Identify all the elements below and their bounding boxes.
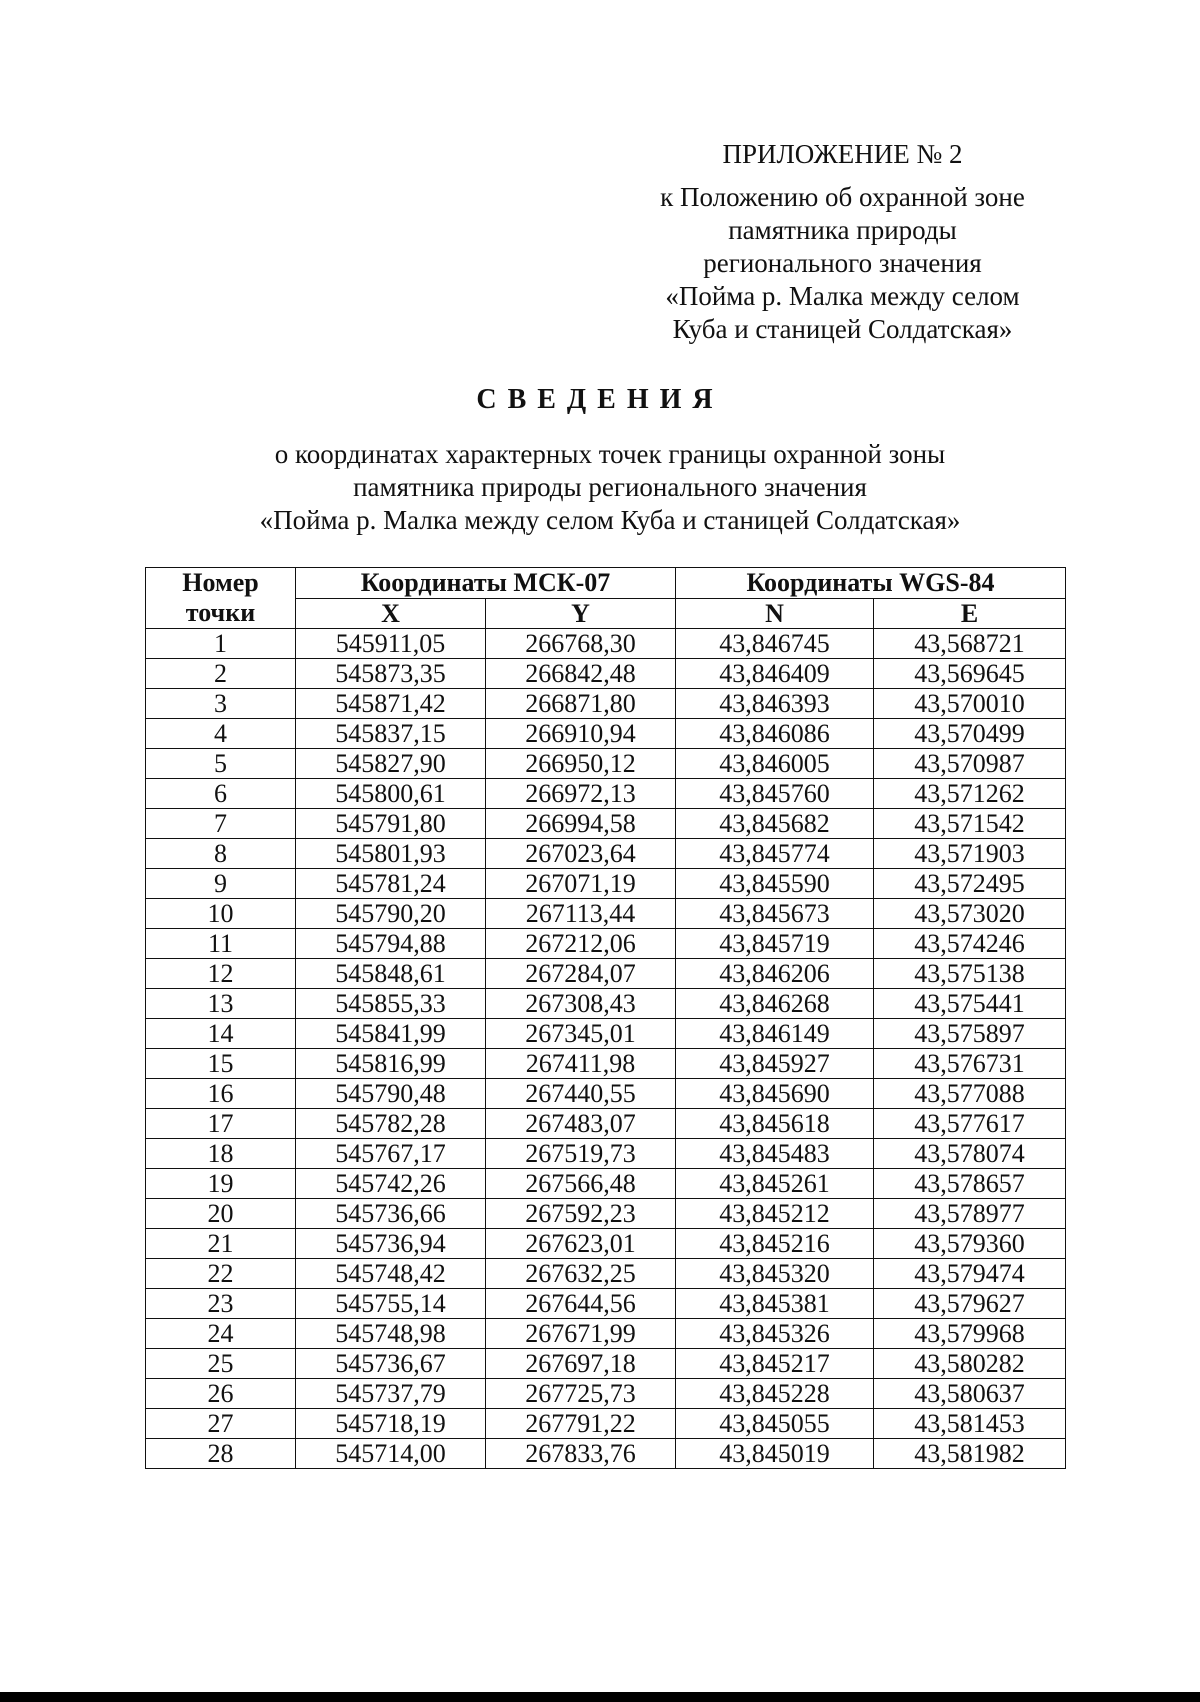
cell-wgs-n: 43,845673 — [676, 899, 874, 929]
header-x: X — [296, 598, 486, 629]
header-e: E — [874, 598, 1066, 629]
cell-point-number: 18 — [146, 1139, 296, 1169]
cell-wgs-n: 43,845774 — [676, 839, 874, 869]
cell-wgs-e: 43,580282 — [874, 1349, 1066, 1379]
cell-wgs-e: 43,570010 — [874, 689, 1066, 719]
cell-point-number: 26 — [146, 1379, 296, 1409]
cell-point-number: 12 — [146, 959, 296, 989]
appendix-line: к Положению об охранной зоне — [660, 182, 1025, 212]
appendix-block — [620, 138, 1065, 346]
cell-wgs-e: 43,579474 — [874, 1259, 1066, 1289]
cell-msk-y: 267308,43 — [486, 989, 676, 1019]
cell-point-number: 9 — [146, 869, 296, 899]
cell-wgs-e: 43,570499 — [874, 719, 1066, 749]
cell-msk-y: 266768,30 — [486, 629, 676, 659]
cell-point-number: 11 — [146, 929, 296, 959]
table-row — [146, 869, 1066, 899]
cell-msk-x: 545714,00 — [296, 1439, 486, 1469]
cell-msk-x: 545837,15 — [296, 719, 486, 749]
table-row — [146, 839, 1066, 869]
cell-msk-x: 545742,26 — [296, 1169, 486, 1199]
cell-msk-x: 545855,33 — [296, 989, 486, 1019]
cell-msk-x: 545790,48 — [296, 1079, 486, 1109]
cell-wgs-e: 43,576731 — [874, 1049, 1066, 1079]
cell-wgs-n: 43,845760 — [676, 779, 874, 809]
cell-msk-y: 266994,58 — [486, 809, 676, 839]
cell-msk-x: 545827,90 — [296, 749, 486, 779]
cell-wgs-n: 43,845719 — [676, 929, 874, 959]
table-row — [146, 1139, 1066, 1169]
cell-msk-x: 545791,80 — [296, 809, 486, 839]
cell-wgs-n: 43,845217 — [676, 1349, 874, 1379]
cell-wgs-n: 43,845326 — [676, 1319, 874, 1349]
cell-wgs-n: 43,845212 — [676, 1199, 874, 1229]
cell-wgs-e: 43,569645 — [874, 659, 1066, 689]
cell-point-number: 13 — [146, 989, 296, 1019]
table-row — [146, 749, 1066, 779]
cell-msk-x: 545755,14 — [296, 1289, 486, 1319]
table-row — [146, 1049, 1066, 1079]
cell-msk-y: 266842,48 — [486, 659, 676, 689]
cell-wgs-e: 43,577088 — [874, 1079, 1066, 1109]
cell-point-number: 2 — [146, 659, 296, 689]
cell-wgs-n: 43,846086 — [676, 719, 874, 749]
cell-msk-y: 266950,12 — [486, 749, 676, 779]
cell-wgs-n: 43,845228 — [676, 1379, 874, 1409]
cell-wgs-e: 43,575441 — [874, 989, 1066, 1019]
cell-wgs-e: 43,572495 — [874, 869, 1066, 899]
cell-wgs-e: 43,578977 — [874, 1199, 1066, 1229]
cell-msk-y: 267725,73 — [486, 1379, 676, 1409]
cell-wgs-e: 43,575897 — [874, 1019, 1066, 1049]
document-title: СВЕДЕНИЯ — [476, 384, 724, 415]
table-row — [146, 929, 1066, 959]
cell-msk-x: 545816,99 — [296, 1049, 486, 1079]
table-row — [146, 1259, 1066, 1289]
header-number-line2: точки — [185, 598, 256, 627]
cell-msk-y: 266910,94 — [486, 719, 676, 749]
cell-msk-y: 267440,55 — [486, 1079, 676, 1109]
cell-msk-y: 266972,13 — [486, 779, 676, 809]
cell-msk-x: 545794,88 — [296, 929, 486, 959]
cell-wgs-e: 43,579627 — [874, 1289, 1066, 1319]
subtitle-line: памятника природы регионального значения — [353, 472, 867, 502]
cell-msk-x: 545801,93 — [296, 839, 486, 869]
cell-point-number: 16 — [146, 1079, 296, 1109]
header-wgs-group: Координаты WGS-84 — [676, 568, 1066, 599]
appendix-line: «Пойма р. Малка между селом — [665, 281, 1020, 311]
appendix-line: регионального значения — [703, 248, 982, 278]
appendix-line: памятника природы — [728, 215, 957, 245]
table-row — [146, 959, 1066, 989]
cell-point-number: 5 — [146, 749, 296, 779]
cell-msk-y: 267113,44 — [486, 899, 676, 929]
cell-msk-y: 267023,64 — [486, 839, 676, 869]
cell-wgs-e: 43,579968 — [874, 1319, 1066, 1349]
cell-wgs-e: 43,580637 — [874, 1379, 1066, 1409]
cell-wgs-e: 43,574246 — [874, 929, 1066, 959]
cell-point-number: 27 — [146, 1409, 296, 1439]
cell-msk-x: 545841,99 — [296, 1019, 486, 1049]
cell-point-number: 10 — [146, 899, 296, 929]
cell-wgs-n: 43,845019 — [676, 1439, 874, 1469]
header-point-number — [146, 568, 296, 629]
cell-msk-y: 267483,07 — [486, 1109, 676, 1139]
cell-wgs-e: 43,581982 — [874, 1439, 1066, 1469]
header-number-line1: Номер — [182, 568, 259, 597]
cell-msk-y: 267671,99 — [486, 1319, 676, 1349]
cell-msk-x: 545911,05 — [296, 629, 486, 659]
cell-wgs-n: 43,845483 — [676, 1139, 874, 1169]
cell-wgs-e: 43,581453 — [874, 1409, 1066, 1439]
cell-msk-x: 545718,19 — [296, 1409, 486, 1439]
header-y: Y — [486, 598, 676, 629]
cell-wgs-n: 43,846149 — [676, 1019, 874, 1049]
table-row — [146, 1349, 1066, 1379]
cell-wgs-e: 43,577617 — [874, 1109, 1066, 1139]
cell-msk-y: 267623,01 — [486, 1229, 676, 1259]
table-row — [146, 1199, 1066, 1229]
cell-msk-y: 267592,23 — [486, 1199, 676, 1229]
table-row — [146, 1439, 1066, 1469]
cell-msk-x: 545736,66 — [296, 1199, 486, 1229]
cell-wgs-e: 43,571262 — [874, 779, 1066, 809]
cell-wgs-n: 43,846268 — [676, 989, 874, 1019]
cell-msk-y: 267632,25 — [486, 1259, 676, 1289]
cell-point-number: 28 — [146, 1439, 296, 1469]
cell-wgs-n: 43,846393 — [676, 689, 874, 719]
cell-msk-y: 267519,73 — [486, 1139, 676, 1169]
cell-msk-y: 267644,56 — [486, 1289, 676, 1319]
cell-point-number: 23 — [146, 1289, 296, 1319]
table-row — [146, 689, 1066, 719]
cell-point-number: 1 — [146, 629, 296, 659]
cell-msk-y: 267212,06 — [486, 929, 676, 959]
table-row — [146, 629, 1066, 659]
cell-msk-x: 545737,79 — [296, 1379, 486, 1409]
cell-wgs-e: 43,570987 — [874, 749, 1066, 779]
cell-wgs-n: 43,845590 — [676, 869, 874, 899]
cell-wgs-n: 43,845618 — [676, 1109, 874, 1139]
cell-msk-x: 545782,28 — [296, 1109, 486, 1139]
table-row — [146, 779, 1066, 809]
table-row — [146, 1289, 1066, 1319]
table-row — [146, 659, 1066, 689]
cell-point-number: 25 — [146, 1349, 296, 1379]
cell-wgs-e: 43,571542 — [874, 809, 1066, 839]
table-body — [146, 629, 1066, 1469]
cell-wgs-n: 43,845055 — [676, 1409, 874, 1439]
table-row — [146, 1379, 1066, 1409]
cell-msk-y: 267411,98 — [486, 1049, 676, 1079]
cell-msk-x: 545800,61 — [296, 779, 486, 809]
cell-wgs-e: 43,573020 — [874, 899, 1066, 929]
cell-wgs-e: 43,575138 — [874, 959, 1066, 989]
header-msk-group: Координаты МСК-07 — [296, 568, 676, 599]
table-row — [146, 989, 1066, 1019]
cell-point-number: 8 — [146, 839, 296, 869]
cell-wgs-n: 43,846206 — [676, 959, 874, 989]
table-row — [146, 1019, 1066, 1049]
cell-wgs-n: 43,845320 — [676, 1259, 874, 1289]
coordinates-table — [145, 567, 1066, 1469]
cell-point-number: 20 — [146, 1199, 296, 1229]
table-row — [146, 1109, 1066, 1139]
subtitle-line: о координатах характерных точек границы охранной зоны — [274, 439, 946, 469]
appendix-title: ПРИЛОЖЕНИЕ № 2 — [722, 139, 963, 169]
cell-wgs-n: 43,846745 — [676, 629, 874, 659]
cell-point-number: 4 — [146, 719, 296, 749]
cell-point-number: 22 — [146, 1259, 296, 1289]
cell-wgs-n: 43,845381 — [676, 1289, 874, 1319]
subtitle-line: «Пойма р. Малка между селом Куба и станицей Солдатская» — [259, 505, 961, 535]
table-row — [146, 1169, 1066, 1199]
table-row — [146, 899, 1066, 929]
cell-point-number: 19 — [146, 1169, 296, 1199]
cell-msk-y: 267791,22 — [486, 1409, 676, 1439]
cell-msk-x: 545848,61 — [296, 959, 486, 989]
cell-msk-y: 267697,18 — [486, 1349, 676, 1379]
cell-point-number: 24 — [146, 1319, 296, 1349]
cell-msk-y: 267833,76 — [486, 1439, 676, 1469]
cell-wgs-n: 43,845682 — [676, 809, 874, 839]
cell-msk-x: 545767,17 — [296, 1139, 486, 1169]
table-row — [146, 1079, 1066, 1109]
cell-wgs-e: 43,578074 — [874, 1139, 1066, 1169]
cell-point-number: 3 — [146, 689, 296, 719]
cell-msk-y: 267345,01 — [486, 1019, 676, 1049]
cell-msk-x: 545873,35 — [296, 659, 486, 689]
cell-msk-y: 266871,80 — [486, 689, 676, 719]
cell-msk-x: 545748,42 — [296, 1259, 486, 1289]
table-row — [146, 1409, 1066, 1439]
table-row — [146, 719, 1066, 749]
cell-wgs-n: 43,845261 — [676, 1169, 874, 1199]
table-row — [146, 1319, 1066, 1349]
cell-wgs-e: 43,578657 — [874, 1169, 1066, 1199]
cell-point-number: 21 — [146, 1229, 296, 1259]
cell-wgs-e: 43,571903 — [874, 839, 1066, 869]
table-row — [146, 809, 1066, 839]
cell-msk-y: 267566,48 — [486, 1169, 676, 1199]
cell-point-number: 14 — [146, 1019, 296, 1049]
cell-msk-x: 545736,94 — [296, 1229, 486, 1259]
cell-point-number: 17 — [146, 1109, 296, 1139]
table-row — [146, 1229, 1066, 1259]
appendix-line: Куба и станицей Солдатская» — [672, 314, 1013, 344]
cell-wgs-n: 43,845690 — [676, 1079, 874, 1109]
cell-msk-y: 267071,19 — [486, 869, 676, 899]
cell-msk-x: 545748,98 — [296, 1319, 486, 1349]
cell-wgs-n: 43,846005 — [676, 749, 874, 779]
cell-wgs-n: 43,845216 — [676, 1229, 874, 1259]
cell-point-number: 7 — [146, 809, 296, 839]
cell-wgs-e: 43,579360 — [874, 1229, 1066, 1259]
table-header — [146, 568, 1066, 629]
cell-msk-x: 545736,67 — [296, 1349, 486, 1379]
cell-wgs-e: 43,568721 — [874, 629, 1066, 659]
header-n: N — [676, 598, 874, 629]
scan-edge-bar — [0, 1692, 1200, 1702]
cell-msk-x: 545871,42 — [296, 689, 486, 719]
header-row — [146, 568, 1066, 599]
cell-point-number: 6 — [146, 779, 296, 809]
cell-point-number: 15 — [146, 1049, 296, 1079]
cell-msk-x: 545790,20 — [296, 899, 486, 929]
cell-msk-x: 545781,24 — [296, 869, 486, 899]
cell-wgs-n: 43,846409 — [676, 659, 874, 689]
cell-wgs-n: 43,845927 — [676, 1049, 874, 1079]
document-subtitle — [180, 438, 1040, 537]
cell-msk-y: 267284,07 — [486, 959, 676, 989]
